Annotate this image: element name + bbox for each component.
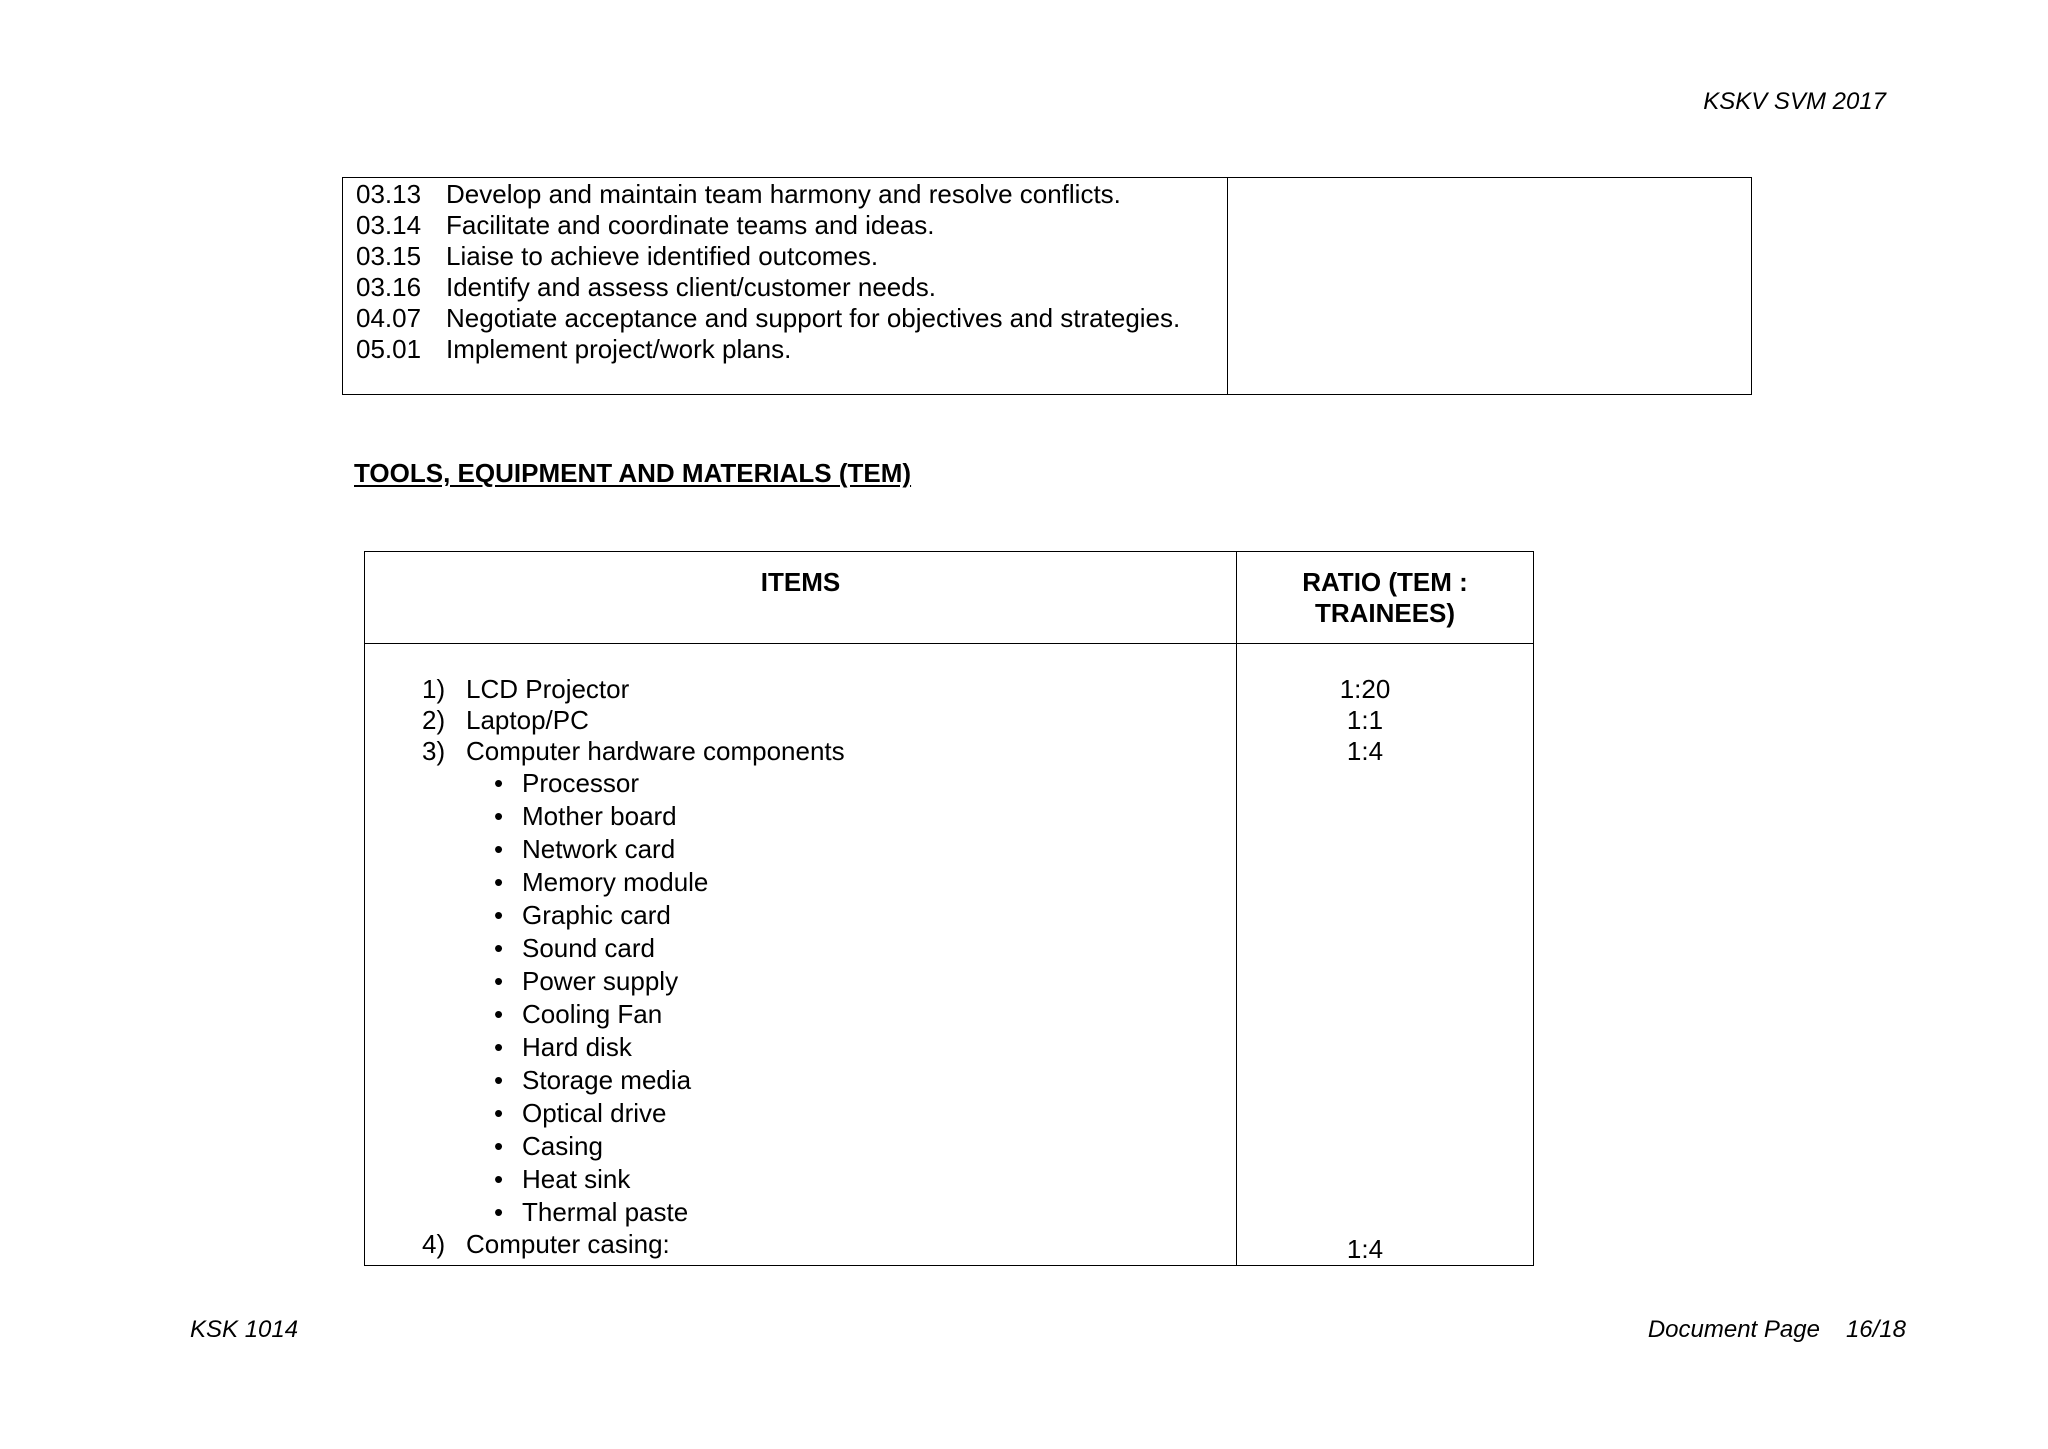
competency-row <box>356 210 1227 241</box>
page-label: Document Page <box>1647 1316 1820 1343</box>
component-label: Processor <box>522 768 640 798</box>
bullet-icon: • <box>494 999 504 1029</box>
list-item <box>365 674 1236 705</box>
ratio-column <box>1237 644 1533 1265</box>
competency-text: Negotiate acceptance and support for objectives and strategies. <box>446 303 1181 333</box>
page-number: 16/18 <box>1845 1316 1906 1343</box>
bullet-icon: • <box>494 1164 504 1194</box>
item-label: Computer hardware components <box>466 736 845 766</box>
bullet-icon: • <box>494 1197 504 1227</box>
bullet-icon: • <box>494 801 504 831</box>
bullet-icon: • <box>494 1131 504 1161</box>
items-column-header: ITEMS <box>365 552 1237 643</box>
ratio-value: 1:1 <box>1346 705 1384 735</box>
component-label: Optical drive <box>522 1098 667 1128</box>
component-item <box>365 833 1236 866</box>
competency-text: Implement project/work plans. <box>446 334 792 364</box>
component-label: Memory module <box>522 867 709 897</box>
competency-row <box>356 303 1227 334</box>
competency-text: Facilitate and coordinate teams and ideas. <box>446 210 935 240</box>
component-label: Heat sink <box>522 1164 631 1194</box>
items-column <box>365 644 1237 1265</box>
competency-row <box>356 179 1227 210</box>
list-item <box>365 705 1236 736</box>
component-label: Mother board <box>522 801 677 831</box>
bullet-icon: • <box>494 867 504 897</box>
tem-table <box>364 551 1534 1266</box>
component-item <box>365 932 1236 965</box>
bullet-icon: • <box>494 900 504 930</box>
competency-code: 03.14 <box>356 210 422 240</box>
section-title: TOOLS, EQUIPMENT AND MATERIALS (TEM) <box>354 458 912 488</box>
course-code: KSK 1014 <box>190 1316 299 1343</box>
component-label: Network card <box>522 834 676 864</box>
item-number: 3) <box>422 736 446 766</box>
bullet-icon: • <box>494 1032 504 1062</box>
item-label: Laptop/PC <box>466 705 589 735</box>
document-code: KSKV SVM 2017 <box>1703 88 1886 115</box>
component-list <box>365 767 1236 1229</box>
component-label: Power supply <box>522 966 679 996</box>
component-label: Thermal paste <box>522 1197 689 1227</box>
tem-table-header <box>365 552 1533 644</box>
page-footer <box>1648 1316 1906 1344</box>
competency-row <box>356 272 1227 303</box>
competency-row <box>356 334 1227 365</box>
component-label: Sound card <box>522 933 655 963</box>
competency-code: 05.01 <box>356 334 422 364</box>
component-item <box>365 1130 1236 1163</box>
ratio-value: 1:4 <box>1346 736 1384 766</box>
component-label: Casing <box>522 1131 603 1161</box>
component-item <box>365 1163 1236 1196</box>
competency-table <box>342 177 1752 395</box>
ratio-value: 1:20 <box>1339 674 1391 704</box>
item-label: Computer casing: <box>466 1229 670 1259</box>
component-label: Graphic card <box>522 900 671 930</box>
list-item <box>365 736 1236 767</box>
list-item <box>365 1229 1236 1260</box>
competency-code: 03.15 <box>356 241 422 271</box>
component-label: Storage media <box>522 1065 692 1095</box>
component-item <box>365 899 1236 932</box>
component-item <box>365 1196 1236 1229</box>
tem-table-body <box>365 644 1533 1265</box>
component-item <box>365 866 1236 899</box>
bullet-icon: • <box>494 933 504 963</box>
component-label: Hard disk <box>522 1032 632 1062</box>
competency-list <box>343 178 1228 394</box>
competency-empty-cell <box>1228 178 1751 394</box>
competency-row <box>356 241 1227 272</box>
bullet-icon: • <box>494 834 504 864</box>
item-number: 4) <box>422 1229 446 1259</box>
competency-text: Develop and maintain team harmony and resolve conflicts. <box>446 179 1121 209</box>
bullet-icon: • <box>494 966 504 996</box>
bullet-icon: • <box>494 1065 504 1095</box>
component-item <box>365 965 1236 998</box>
ratio-column-header: RATIO (TEM : TRAINEES) <box>1302 567 1468 628</box>
ratio-value: 1:4 <box>1346 1234 1384 1264</box>
component-item <box>365 998 1236 1031</box>
component-item <box>365 1097 1236 1130</box>
item-number: 2) <box>422 705 446 735</box>
bullet-icon: • <box>494 768 504 798</box>
competency-code: 03.16 <box>356 272 422 302</box>
competency-text: Liaise to achieve identified outcomes. <box>446 241 879 271</box>
component-item <box>365 767 1236 800</box>
component-label: Cooling Fan <box>522 999 663 1029</box>
component-item <box>365 800 1236 833</box>
component-item <box>365 1064 1236 1097</box>
bullet-icon: • <box>494 1098 504 1128</box>
component-item <box>365 1031 1236 1064</box>
competency-text: Identify and assess client/customer needs. <box>446 272 936 302</box>
item-label: LCD Projector <box>466 674 630 704</box>
item-number: 1) <box>422 674 446 704</box>
competency-code: 03.13 <box>356 179 422 209</box>
competency-code: 04.07 <box>356 303 422 333</box>
